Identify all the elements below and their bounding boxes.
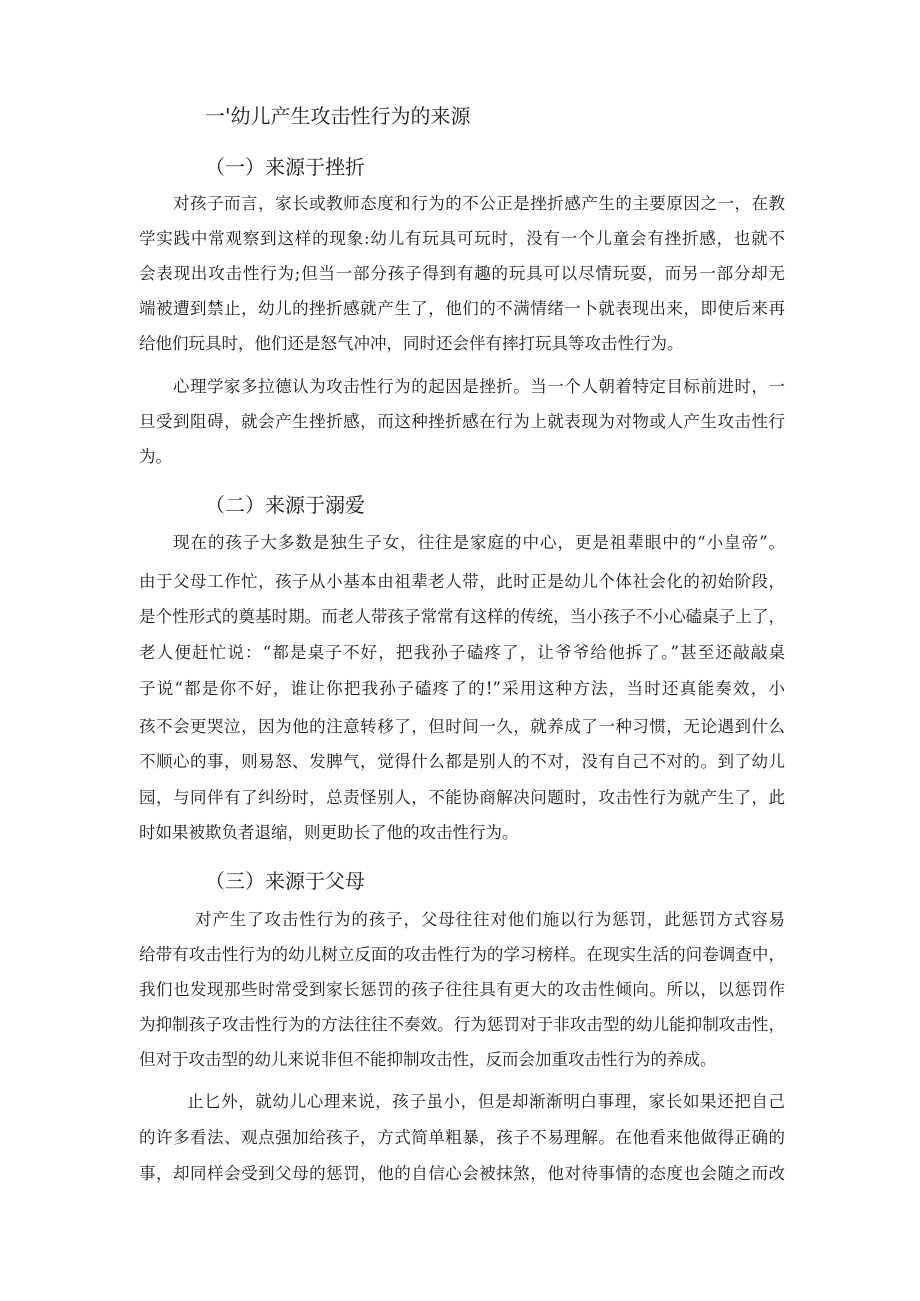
paragraph-line: 时如果被欺负者退缩，则更助长了他的攻击性行为。 [139, 823, 519, 842]
paragraph-line: 对孩子而言，家长或教师态度和行为的不公正是挫折感产生的主要原因之一，在教 [173, 194, 785, 213]
paragraph-line: 现在的孩子大多数是独生子女，往往是家庭的中心，更是祖辈眼中的“小皇帝”。 [173, 533, 785, 552]
document-title: 一'幼儿产生攻击性行为的来源 [205, 104, 471, 128]
paragraph-line: 子说“都是你不好，谁让你把我孙子磕疼了的!”采用这种方法，当时还真能奏效，小 [139, 679, 785, 698]
paragraph-line: 对产生了攻击性行为的孩子，父母往往对他们施以行为惩罚，此惩罚方式容易 [195, 910, 785, 929]
paragraph-line: 止匕外，就幼儿心理来说，孩子虽小，但是却渐渐明白事理，家长如果还把自己 [187, 1092, 785, 1111]
paragraph-line: 给他们玩具时，他们还是怒气冲冲，同时还会伴有摔打玩具等攻击性行为。 [139, 334, 684, 353]
paragraph-line: 我们也发现那些时常受到家长惩罚的孩子往往具有更大的攻击性倾向。所以，以惩罚作 [139, 980, 785, 999]
paragraph-line: 为抑制孩子攻击性行为的方法往往不奏效。行为惩罚对于非攻击型的幼儿能抑制攻击性， [139, 1015, 785, 1034]
section-heading-parents: （三）来源于父母 [205, 869, 365, 893]
paragraph-line: 事，却同样会受到父母的惩罚，他的自信心会被抹煞，他对待事情的态度也会随之而改 [139, 1164, 785, 1183]
paragraph-line: 端被遭到禁止，幼儿的挫折感就产生了，他们的不满情绪一卜就表现出来，即使后来再 [139, 299, 785, 318]
paragraph-line: 但对于攻击型的幼儿来说非但不能抑制攻击性，反而会加重攻击性行为的养成。 [139, 1050, 717, 1069]
section-heading-frustration: （一）来源于挫折 [205, 155, 365, 179]
paragraph-line: 孩不会更哭泣，因为他的注意转移了，但时间一久，就养成了一种习惯，无论遇到什么 [139, 717, 785, 736]
paragraph-line: 园，与同伴有了纠纷时，总责怪别人，不能协商解决问题时，攻击性行为就产生了，此 [139, 788, 785, 807]
section-heading-spoiling: （二）来源于溺爱 [205, 493, 365, 517]
paragraph-line: 会表现出攻击性行为;但当一部分孩子得到有趣的玩具可以尽情玩耍，而另一部分却无 [139, 264, 785, 283]
paragraph-line: 是个性形式的奠基时期。而老人带孩子常常有这样的传统，当小孩子不小心磕桌子上了， [139, 607, 785, 626]
paragraph-line: 老人便赶忙说：“都是桌子不好，把我孙子磕疼了，让爷爷给他拆了。”甚至还敲敲桌 [139, 643, 785, 662]
paragraph-line: 由于父母工作忙，孩子从小基本由祖辈老人带，此时正是幼儿个体社会化的初始阶段， [139, 572, 785, 591]
paragraph-line: 不顺心的事，则易怒、发脾气，觉得什么都是别人的不对，没有自己不对的。到了幼儿 [139, 752, 785, 771]
paragraph-line: 心理学家多拉德认为攻击性行为的起因是挫折。当一个人朝着特定目标前进时，一 [173, 377, 785, 396]
paragraph-line: 为。 [139, 447, 172, 466]
paragraph-line: 的许多看法、观点强加给孩子，方式简单粗暴，孩子不易理解。在他看来他做得正确的 [139, 1128, 785, 1147]
paragraph-line: 给带有攻击性行为的幼儿树立反面的攻击性行为的学习榜样。在现实生活的问卷调查中， [139, 945, 785, 964]
paragraph-line: 旦受到阻碍，就会产生挫折感，而这种挫折感在行为上就表现为对物或人产生攻击性行 [139, 412, 785, 431]
paragraph-line: 学实践中常观察到这样的现象:幼儿有玩具可玩时，没有一个儿童会有挫折感，也就不 [139, 229, 785, 248]
